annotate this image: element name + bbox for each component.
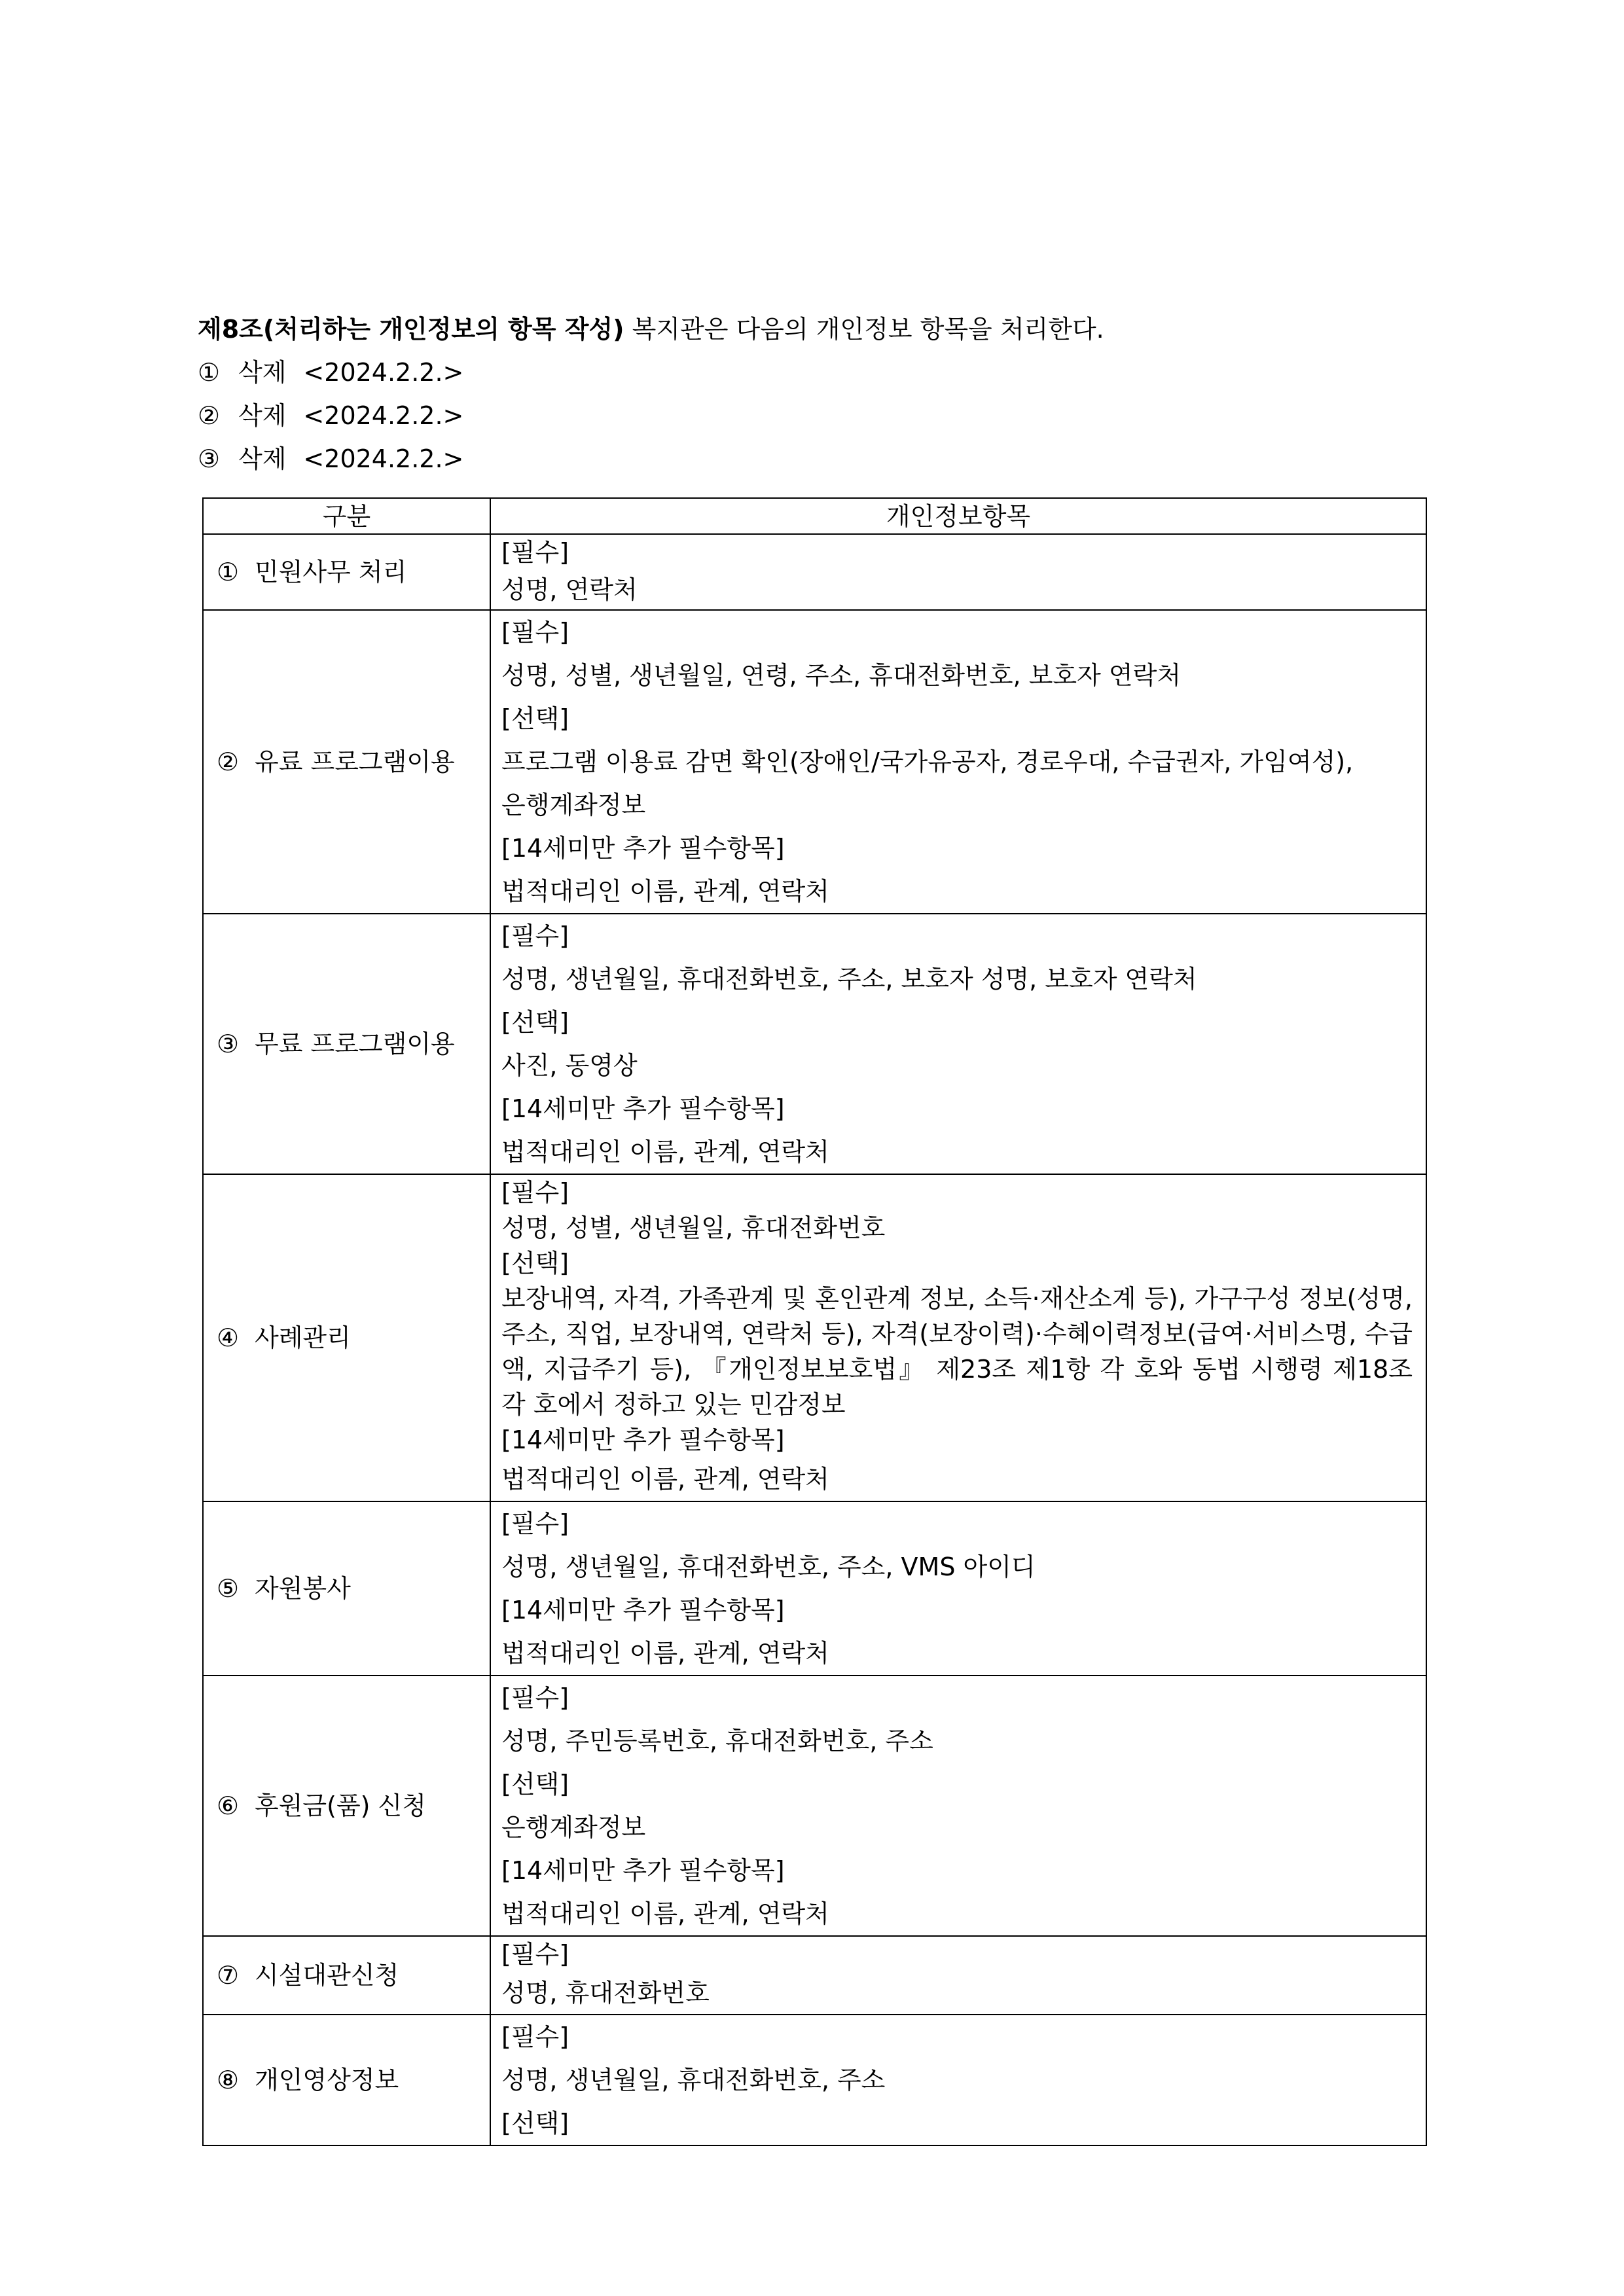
row-items: [필수] 성명, 주민등록번호, 휴대전화번호, 주소 [선택] 은행계좌정보 [14세미만 추가 필수항목] 법적대리인 이름, 관계, 연락처 <box>490 1676 1426 1936</box>
deleted-item: ③ 삭제 <2024.2.2.> <box>198 444 464 473</box>
personal-info-table <box>202 497 1427 2146</box>
header-category: 구분 <box>203 498 490 534</box>
table-row <box>203 534 1426 610</box>
article-text: 복지관은 다음의 개인정보 항목을 처리한다. <box>632 315 1104 344</box>
deleted-item: ② 삭제 <2024.2.2.> <box>198 401 464 430</box>
table-header-row <box>203 498 1426 534</box>
article-heading <box>198 308 1441 351</box>
table-row <box>203 1676 1426 1936</box>
header-items: 개인정보항목 <box>490 498 1426 534</box>
row-category: ⑤ 자원봉사 <box>203 1501 490 1676</box>
deleted-item: ① 삭제 <2024.2.2.> <box>198 358 464 387</box>
table-row <box>203 914 1426 1174</box>
table-row <box>203 610 1426 914</box>
row-category: ② 유료 프로그램이용 <box>203 610 490 914</box>
table-row <box>203 2015 1426 2145</box>
row-category: ⑧ 개인영상정보 <box>203 2015 490 2145</box>
table-row <box>203 1174 1426 1501</box>
row-items: [필수] 성명, 성별, 생년월일, 휴대전화번호 [선택] 보장내역, 자격, 가족관계 및 혼인관계 정보, 소득·재산소계 등), 가구구성 정보(성명, 주소, 직업, 보장내역, 연락처 등), 자격(보장이력)·수혜이력정보(급여·서비스명, 수급액, 지급주기 등), 『개인정보보호법』 제23조 제1항 각 호와 동법 시행령 제18조 각 호에서 정하고 있는 민감정보 [14세미만 추가 필수항목] 법적대리인 이름, 관계, 연락처 <box>490 1174 1426 1501</box>
row-category: ④ 사례관리 <box>203 1174 490 1501</box>
row-items: [필수] 성명, 생년월일, 휴대전화번호, 주소, 보호자 성명, 보호자 연락처 [선택] 사진, 동영상 [14세미만 추가 필수항목] 법적대리인 이름, 관계, 연락처 <box>490 914 1426 1174</box>
row-items: [필수] 성명, 생년월일, 휴대전화번호, 주소, VMS 아이디 [14세미만 추가 필수항목] 법적대리인 이름, 관계, 연락처 <box>490 1501 1426 1676</box>
table-row <box>203 1501 1426 1676</box>
row-category: ③ 무료 프로그램이용 <box>203 914 490 1174</box>
sensitive-info-paragraph: 보장내역, 자격, 가족관계 및 혼인관계 정보, 소득·재산소계 등), 가구구성 정보(성명, 주소, 직업, 보장내역, 연락처 등), 자격(보장이력)·수혜이력정보(급여·서비스명, 수급액, 지급주기 등), 『개인정보보호법』 제23조 제1항 각 호와 동법 시행령 제18조 각 호에서 정하고 있는 민감정보 <box>501 1284 1413 1419</box>
row-items: [필수] 성명, 휴대전화번호 <box>490 1936 1426 2015</box>
row-category: ⑥ 후원금(품) 신청 <box>203 1676 490 1936</box>
row-category: ① 민원사무 처리 <box>203 534 490 610</box>
row-items: [필수] 성명, 성별, 생년월일, 연령, 주소, 휴대전화번호, 보호자 연락처 [선택] 프로그램 이용료 감면 확인(장애인/국가유공자, 경로우대, 수급권자, 가임여성), 은행계좌정보 [14세미만 추가 필수항목] 법적대리인 이름, 관계, 연락처 <box>490 610 1426 914</box>
table-row <box>203 1936 1426 2015</box>
article-title: 제8조(처리하는 개인정보의 항목 작성) <box>198 315 624 344</box>
row-items: [필수] 성명, 연락처 <box>490 534 1426 610</box>
row-items: [필수] 성명, 생년월일, 휴대전화번호, 주소 [선택] <box>490 2015 1426 2145</box>
row-category: ⑦ 시설대관신청 <box>203 1936 490 2015</box>
